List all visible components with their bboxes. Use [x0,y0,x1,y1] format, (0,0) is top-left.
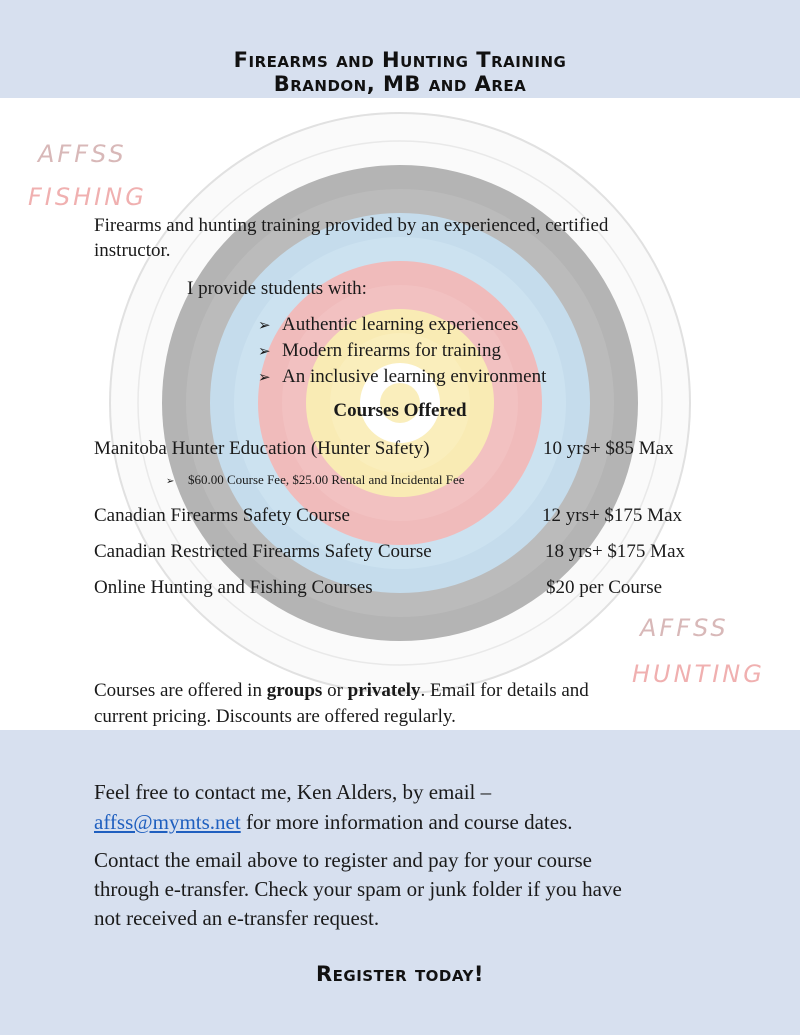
benefit-label: Modern firearms for training [282,340,501,361]
fee-note-text: $60.00 Course Fee, $25.00 Rental and Incidental Fee [188,472,465,487]
benefit-label: Authentic learning experiences [282,314,519,335]
register-today-heading: Register today! [316,962,484,986]
fee-note [166,472,465,488]
register-line-1: Contact the email above to register and pay for your course [94,848,592,872]
offer-text: Courses are offered in [94,680,267,701]
watermark-affss-top: AFFSS [38,140,127,168]
benefits-list [258,312,546,390]
watermark-affss-bottom: AFFSS [640,614,729,642]
course-row [94,540,686,564]
register-line-2: through e-transfer. Check your spam or junk folder if you have [94,877,622,901]
benefit-label: An inclusive learning environment [282,366,547,387]
list-item [258,312,546,338]
arrow-bullet-icon: ➢ [258,368,271,386]
offer-line-1 [94,678,589,704]
email-link[interactable]: affss@mymts.net [94,810,241,834]
course-price: $20 per Course [546,577,663,598]
courses-heading: Courses Offered [333,400,467,421]
provide-lead: I provide students with: [187,278,367,299]
arrow-bullet-icon: ➢ [166,476,175,487]
register-paragraph [94,846,734,933]
course-row [94,576,663,600]
contact-line-1: Feel free to contact me, Ken Alders, by email – [94,780,492,804]
title-line-1: Firearms and Hunting Training [233,48,567,72]
offer-text: . Email for details and [420,680,589,701]
offer-line-2: current pricing. Discounts are offered regularly. [94,706,456,727]
course-name: Manitoba Hunter Education (Hunter Safety) [94,438,430,459]
course-row [94,437,674,461]
arrow-bullet-icon: ➢ [258,342,271,360]
offer-paragraph [94,678,589,730]
contact-text: for more information and course dates. [240,810,573,834]
title-line-2: Brandon, MB and Area [273,72,527,96]
course-price: 18 yrs+ $175 Max [545,541,686,562]
watermark-fishing: FISHING [28,183,147,211]
offer-privately: privately [347,680,421,701]
offer-text: or [322,680,348,701]
list-item [258,338,546,364]
course-price: 10 yrs+ $85 Max [543,438,674,459]
course-row [94,504,683,528]
arrow-bullet-icon: ➢ [258,316,271,334]
contact-paragraph [94,777,734,837]
watermark-hunting: HUNTING [632,660,765,688]
course-price: 12 yrs+ $175 Max [542,505,683,526]
course-name: Canadian Restricted Firearms Safety Course [94,541,432,562]
page-title [0,48,800,96]
intro-line-1: Firearms and hunting training provided by an experienced, certified [94,215,609,236]
offer-groups: groups [266,680,323,701]
contact-line-2 [94,807,734,837]
course-name: Canadian Firearms Safety Course [94,505,350,526]
intro-paragraph [94,213,608,263]
register-line-3: not received an e-transfer request. [94,906,380,930]
course-name: Online Hunting and Fishing Courses [94,577,373,598]
intro-line-2: instructor. [94,240,171,261]
list-item [258,364,546,390]
